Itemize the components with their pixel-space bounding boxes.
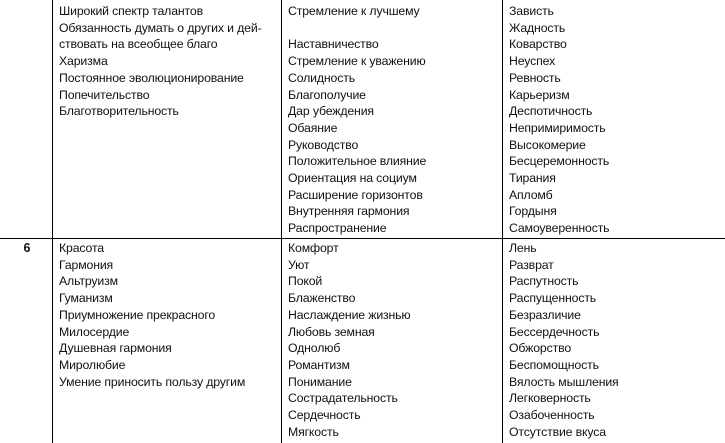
- table-cell-text: Благотворительность: [59, 104, 179, 119]
- table-cell-text: Попечительство: [59, 87, 150, 102]
- table-cell-text: Ревность: [509, 70, 561, 85]
- table-cell-text: Бессердечность: [509, 324, 600, 339]
- table-cell-text: Зависть: [509, 4, 554, 18]
- table-cell-text: Гармония: [59, 257, 114, 272]
- table-cell-text: Вялость мышления: [509, 374, 619, 389]
- table-cell-text: Уют: [288, 257, 310, 272]
- table-cell-text: Солидность: [288, 70, 355, 85]
- table-cell-text: Стремление к лучшему: [288, 4, 420, 18]
- table-cell-text: Стремление к уважению: [288, 54, 426, 69]
- column-divider: [502, 0, 503, 443]
- table-cell-text: Обаяние: [288, 120, 338, 135]
- table-cell-text: Миролюбие: [59, 357, 126, 372]
- table-cell-text: Распущенность: [509, 291, 597, 306]
- table-cell-text: Тирания: [509, 171, 556, 186]
- table-cell-text: Озабоченность: [509, 408, 595, 423]
- table-cell-text: Внутренняя гармония: [288, 204, 410, 219]
- table-cell-text: Харизма: [59, 54, 108, 69]
- table-cell-text: Приумножение прекрасного: [59, 307, 216, 322]
- table-cell-text: Комфорт: [288, 241, 339, 255]
- table-cell-text: Дар убеждения: [288, 104, 374, 119]
- table-cell-text: Самоуверенность: [509, 221, 610, 236]
- table-cell-text: Широкий спектр талантов: [59, 4, 203, 18]
- row-number: 6: [23, 241, 31, 255]
- table-cell-text: Сострадательность: [288, 391, 398, 406]
- table-cell-text: Гордыня: [509, 204, 557, 219]
- table-cell-text: Постоянное эволюционирование: [59, 70, 244, 85]
- table-cell-text: Блаженство: [288, 291, 356, 306]
- row-divider: [0, 238, 725, 239]
- row-number: [2, 4, 52, 21]
- table-cell-text: Гуманизм: [59, 291, 113, 306]
- table-cell-text: [288, 20, 426, 37]
- table-cell-text: Наслаждение жизнью: [288, 307, 411, 322]
- column-divider: [281, 0, 282, 443]
- table-cell-text: Однолюб: [288, 341, 341, 356]
- table-cell-text: Высокомерие: [509, 137, 586, 152]
- table-cell-text: Душевная гармония: [59, 341, 172, 356]
- column-divider: [52, 0, 53, 443]
- table-cell-text: Апломб: [509, 187, 553, 202]
- table-cell-text: Разврат: [509, 257, 554, 272]
- table-cell-text: Любовь земная: [288, 324, 375, 339]
- row-1-traits: [288, 3, 426, 237]
- table-cell-text: Наставничество: [288, 37, 379, 52]
- row-2-traits: [288, 240, 411, 440]
- table-cell-text: Романтизм: [288, 357, 350, 372]
- table-cell-text: Распространение: [288, 221, 387, 236]
- table-cell-text: Безразличие: [509, 307, 581, 322]
- row-1-vices: [509, 3, 609, 237]
- row-2-virtues: [59, 240, 245, 390]
- table-cell-text: ствовать на всеобщее благо: [59, 37, 218, 52]
- table-cell-text: Деспотичность: [509, 104, 593, 119]
- table-cell-text: Благополучие: [288, 87, 366, 102]
- table-cell-text: Жадность: [509, 20, 566, 35]
- table-cell-text: Умение приносить пользу другим: [59, 374, 246, 389]
- table-cell-text: Руководство: [288, 137, 359, 152]
- table-cell-text: Понимание: [288, 374, 352, 389]
- table-cell-text: Непримиримость: [509, 120, 606, 135]
- table-cell-text: Расширение горизонтов: [288, 187, 423, 202]
- table-cell-text: Альтруизм: [59, 274, 118, 289]
- table-cell-text: Отсутствие вкуса: [509, 424, 606, 439]
- table-cell-text: Лень: [509, 241, 537, 255]
- row-1-virtues: [59, 3, 262, 120]
- table-cell-text: Милосердие: [59, 324, 130, 339]
- table-cell-text: Легковерность: [509, 391, 591, 406]
- table-cell-text: Бесцеремонность: [509, 154, 610, 169]
- table-cell-text: Ориентация на социум: [288, 171, 417, 186]
- table-cell-text: Красота: [59, 241, 104, 255]
- table-cell-text: Сердечность: [288, 408, 361, 423]
- table-cell-text: Неуспех: [509, 54, 556, 69]
- table-cell-text: Беспомощность: [509, 357, 599, 372]
- table-cell-text: Распутность: [509, 274, 579, 289]
- table-cell-text: Мягкость: [288, 424, 339, 439]
- table-cell-text: Обязанность думать о других и дей-: [59, 20, 262, 35]
- table-cell-text: Карьеризм: [509, 87, 570, 102]
- row-2-vices: [509, 240, 619, 440]
- table-cell-text: Положительное влияние: [288, 154, 427, 169]
- table-cell-text: Коварство: [509, 37, 567, 52]
- table-cell-text: Обжорство: [509, 341, 572, 356]
- table-cell-text: Покой: [288, 274, 323, 289]
